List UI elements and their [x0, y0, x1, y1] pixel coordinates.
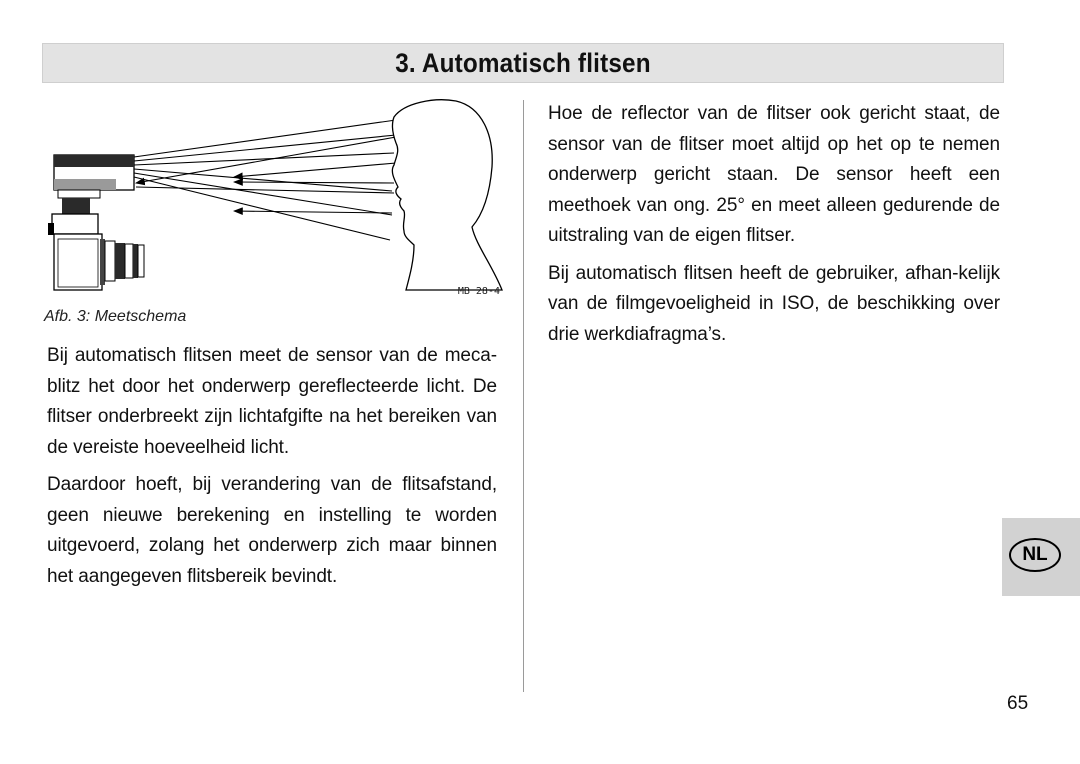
flash-unit-icon	[54, 155, 134, 198]
page-number: 65	[1007, 693, 1029, 714]
paragraph: Bij automatisch flitsen meet de sensor van de meca-blitz het door het onderwerp gereflecteerde licht. De flitser onderbreekt zijn lichtafgifte na het bereiken van de vereiste hoeveelheid licht.	[47, 345, 497, 458]
figure-code: MB 28-4	[457, 286, 500, 297]
language-badge: NL	[1009, 538, 1061, 572]
section-title-bar	[42, 43, 1004, 83]
person-profile-icon	[392, 100, 502, 290]
paragraph: Bij automatisch flitsen heeft de gebruiker, afhan-kelijk van de filmgevoeligheid in ISO, de beschikking over drie werkdiafragma’s.	[548, 262, 1000, 345]
light-rays	[134, 120, 396, 240]
right-column	[548, 99, 1000, 357]
page-title: 3. Automatisch flitsen	[395, 47, 651, 78]
paragraph: Daardoor hoeft, bij verandering van de flitsafstand, geen nieuwe berekening en instelling te worden uitgevoerd, zolang het onderwerp zich maar binnen het aangegeven flitsbereik bevindt.	[47, 474, 497, 587]
measurement-diagram	[44, 95, 504, 305]
camera-icon	[48, 198, 144, 290]
column-divider	[523, 100, 524, 692]
paragraph: Hoe de reflector van de flitser ook gericht staat, de sensor van de flitser moet altijd op het op te nemen onderwerp gericht staan. De sensor heeft een meethoek van ong. 25° en meet alleen gedurende de uitstraling van de eigen flitser.	[548, 103, 1000, 246]
left-column	[47, 341, 497, 599]
measurement-diagram-drawing	[44, 95, 504, 305]
figure-caption: Afb. 3: Meetschema	[44, 308, 187, 325]
